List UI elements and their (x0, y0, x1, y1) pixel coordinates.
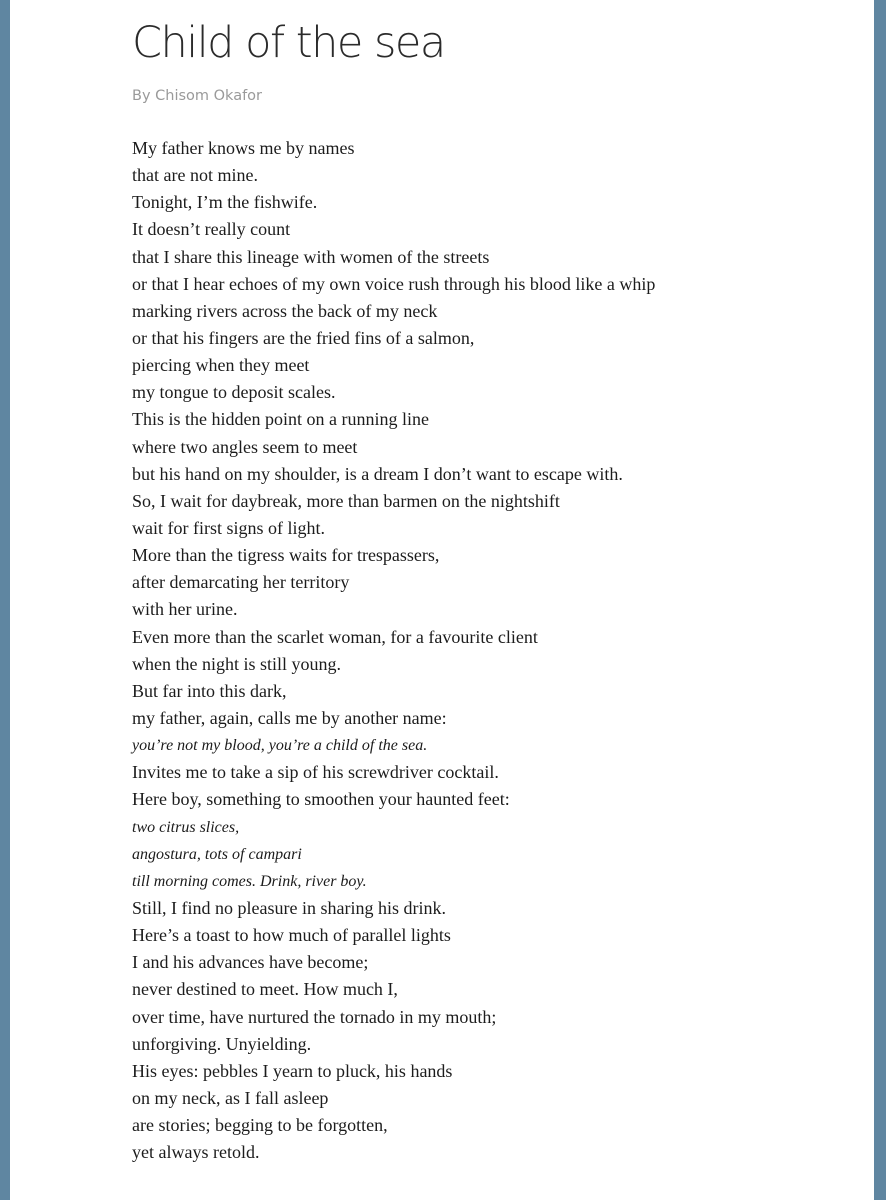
poem-line: on my neck, as I fall asleep (132, 1087, 329, 1108)
poem-line: but his hand on my shoulder, is a dream I don’t want to escape with. (132, 463, 623, 484)
poem-line: or that I hear echoes of my own voice rush through his blood like a whip (132, 273, 656, 294)
poem-line: after demarcating her territory (132, 572, 350, 593)
poem-line: that are not mine. (132, 165, 258, 186)
poem-line: my father, again, calls me by another name: (132, 707, 447, 728)
poem-line: wait for first signs of light. (132, 517, 325, 538)
poem-line: over time, have nurtured the tornado in my mouth; (132, 1006, 497, 1027)
poem-line: This is the hidden point on a running line (132, 409, 429, 430)
page-title: Child of the sea (132, 18, 445, 68)
poem-line: my tongue to deposit scales. (132, 382, 336, 403)
poem-line: yet always retold. (132, 1142, 260, 1163)
poem-line: Tonight, I’m the fishwife. (132, 192, 318, 213)
poem-line: marking rivers across the back of my neck (132, 300, 438, 321)
poem-line: My father knows me by names (132, 138, 355, 158)
poem-body (132, 135, 655, 1166)
page (10, 0, 874, 1200)
poem-line: More than the tigress waits for trespassers, (132, 545, 440, 566)
poem-line-italic: you’re not my blood, you’re a child of the sea. (132, 737, 428, 755)
poem-line: unforgiving. Unyielding. (132, 1033, 312, 1054)
poem-line: are stories; begging to be forgotten, (132, 1115, 388, 1136)
poem-line: It doesn’t really count (132, 219, 291, 240)
poem-line: where two angles seem to meet (132, 436, 358, 457)
poem-line: Even more than the scarlet woman, for a favourite client (132, 626, 538, 647)
poem-line: Here boy, something to smoothen your haunted feet: (132, 789, 510, 810)
poem-line-italic: angostura, tots of campari (132, 845, 302, 863)
poem-line: when the night is still young. (132, 653, 341, 674)
poem-line: His eyes: pebbles I yearn to pluck, his hands (132, 1060, 453, 1081)
poem-line: with her urine. (132, 599, 238, 620)
poem-line: that I share this lineage with women of the streets (132, 246, 490, 267)
poem-line-italic: two citrus slices, (132, 818, 240, 836)
poem-line-italic: till morning comes. Drink, river boy. (132, 872, 367, 890)
poem-line: or that his fingers are the fried fins of a salmon, (132, 327, 475, 348)
poem-line: So, I wait for daybreak, more than barmen on the nightshift (132, 490, 560, 511)
author-byline: By Chisom Okafor (132, 88, 263, 104)
poem-line: Here’s a toast to how much of parallel lights (132, 925, 451, 946)
poem-line: never destined to meet. How much I, (132, 979, 398, 1000)
poem-line: I and his advances have become; (132, 952, 369, 973)
poem-line: But far into this dark, (132, 680, 287, 701)
poem-line: Still, I find no pleasure in sharing his drink. (132, 897, 446, 918)
poem-line: Invites me to take a sip of his screwdriver cocktail. (132, 762, 499, 783)
poem-line: piercing when they meet (132, 355, 310, 376)
